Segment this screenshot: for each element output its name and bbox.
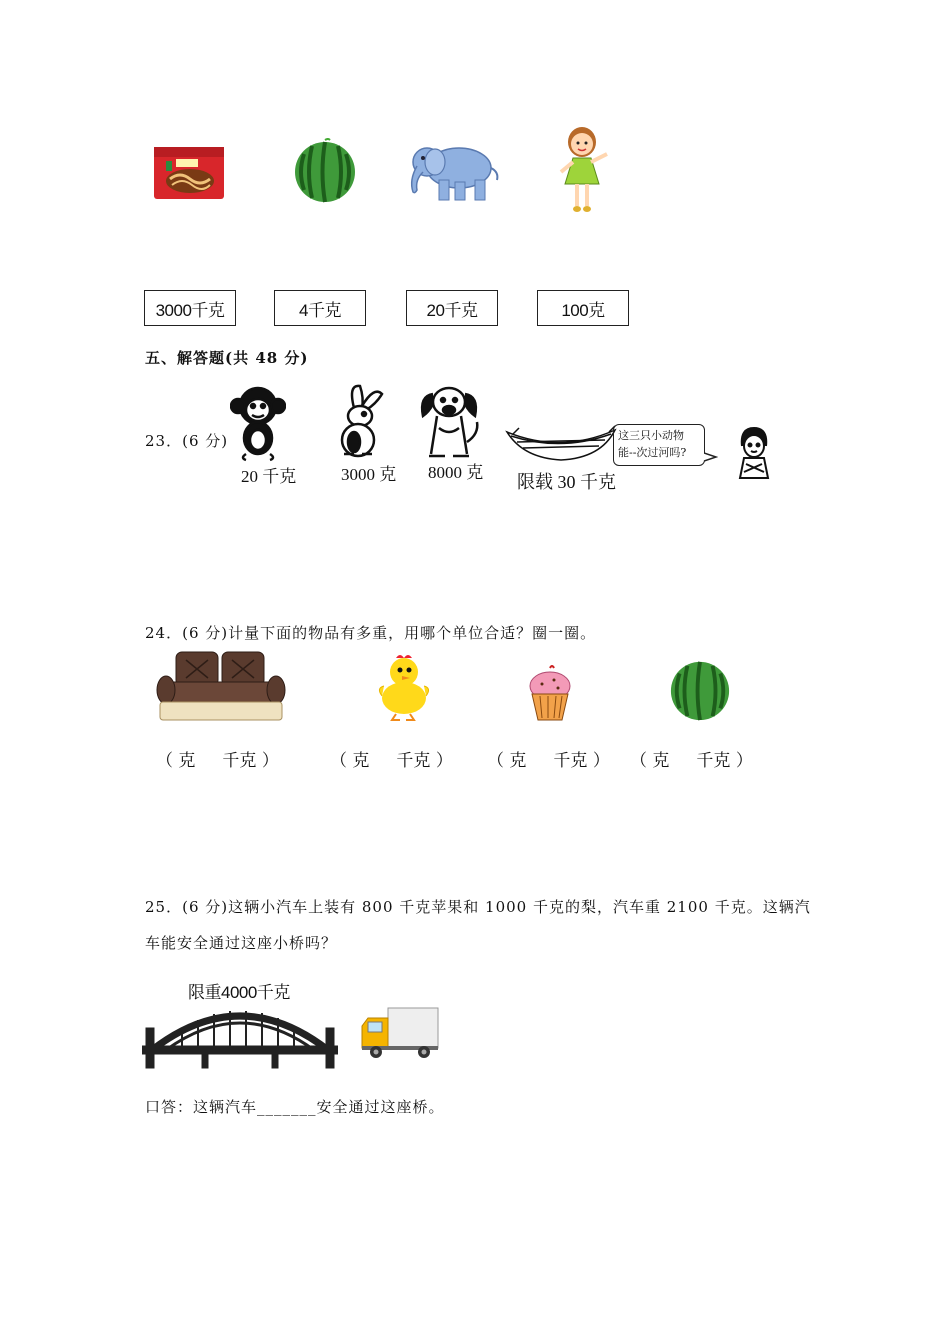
monkey-icon [230, 384, 286, 462]
weight-label: 100克 [561, 300, 605, 320]
rabbit-icon [330, 380, 386, 460]
weight-label: 3000千克 [155, 300, 225, 320]
truck-icon [360, 1006, 440, 1062]
watermelon-icon [292, 138, 358, 204]
rabbit-weight: 3000 克 [341, 465, 397, 484]
weight-box-1 [144, 290, 236, 326]
weight-box-3 [406, 290, 498, 326]
boat-icon [505, 424, 617, 466]
section-heading: 五、解答题(共 48 分) [145, 349, 309, 367]
unit-choice-cupcake[interactable]: （ 克 千克 ） [487, 751, 610, 771]
chick-icon [376, 652, 432, 722]
sofa-icon [156, 650, 286, 722]
dog-icon [415, 382, 483, 460]
instant-noodle-icon [152, 143, 226, 203]
question-23-number: 23．(6 分) [145, 432, 229, 450]
speech-bubble [613, 424, 705, 466]
question-25-line-2: 车能安全通过这座小桥吗？ [145, 934, 338, 952]
speech-line-1: 这三只小动物 [618, 429, 684, 442]
weight-label: 4千克 [299, 300, 341, 320]
speech-tail-icon [704, 448, 718, 460]
dog-weight: 8000 克 [428, 463, 484, 482]
question-25-line-1: 25．(6 分)这辆小汽车上装有 800 千克苹果和 1000 千克的梨，汽车重 2100 千克。这辆汽 [145, 898, 811, 916]
weight-box-2 [274, 290, 366, 326]
unit-choice-sofa[interactable]: （ 克 千克 ） [156, 751, 279, 771]
girl-icon [555, 124, 615, 216]
bridge-sign: 限重4000千克 [188, 983, 290, 1002]
weight-label: 20千克 [426, 300, 478, 320]
weight-box-4 [537, 290, 629, 326]
watermelon-icon [668, 658, 732, 722]
monkey-weight: 20 千克 [241, 467, 297, 486]
unit-choice-chick[interactable]: （ 克 千克 ） [330, 751, 453, 771]
speech-line-2: 能--次过河吗? [618, 446, 687, 459]
boat-limit: 限载 30 千克 [517, 472, 616, 492]
question-24-text: 24．(6 分)计量下面的物品有多重，用哪个单位合适？圈一圈。 [145, 624, 597, 642]
child-icon [736, 424, 772, 482]
unit-choice-watermelon[interactable]: （ 克 千克 ） [630, 751, 753, 771]
elephant-icon [405, 138, 501, 204]
cupcake-icon [526, 664, 574, 722]
bridge-icon [142, 1000, 338, 1072]
question-25-answer[interactable]: 口答：这辆汽车_______安全通过这座桥。 [145, 1098, 445, 1116]
